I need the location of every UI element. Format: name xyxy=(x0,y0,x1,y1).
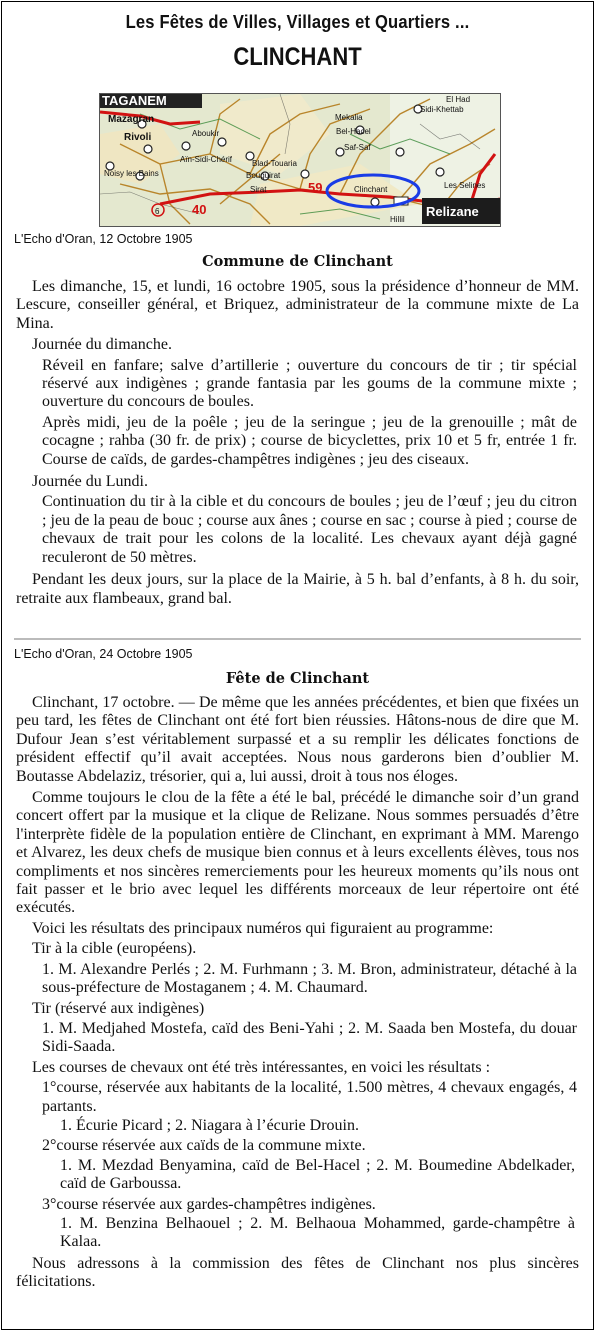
map-label-bouguirat: Bouguirat xyxy=(246,171,281,180)
article-2-paragraph: Comme toujours le clou de la fête a été le bal, précédé le dimanche soir d’un grand concert offert par la musique et la clique de Relizane. Nous sommes persuadés d’être l'interprète fidèle de la population entière de Clinchant, en exprimant à MM. Marengo et Alvarez, les deux chefs de musique bien connus et à leurs excellents élèves, tous nos compliments et nos sincères remerciements pour les heureux moments qu’ils nous ont fait passer et le brio avec lequel les différents morceaux de leur répertoire ont été exécutés. xyxy=(16,789,579,917)
page-supertitle: Les Fêtes de Villes, Villages et Quartiers ... xyxy=(125,12,470,32)
article-2-race-heading: 1°course, réservée aux habitants de la localité, 1.500 mètres, 4 chevaux engagés, 4 partants. xyxy=(42,1079,577,1115)
article-2-results: 1. M. Medjahed Mostefa, caïd des Beni-Yahi ; 2. M. Saada ben Mostefa, du douar Sidi-Saada. xyxy=(42,1019,577,1056)
page-header xyxy=(2,12,593,72)
article-2-race-results: 1. M. Benzina Belhaouel ; 2. M. Belhaoua Mohammed, garde-champêtre à Kalaa. xyxy=(60,1214,575,1251)
map-label-saf-saf: Saf-Saf xyxy=(344,143,371,152)
article-2-body xyxy=(2,694,593,1292)
article-2-race-results: 1. M. Mezdad Benyamina, caïd de Bel-Hacel ; 2. M. Boumedine Abdelkader, caïd de Garboussa. xyxy=(60,1156,575,1193)
article-1-paragraph: Continuation du tir à la cible et du concours de boules ; jeu de l’œuf ; jeu du citron ; jeu de la peau de bouc ; course aux ânes ; course en sac ; course à pied ; course de chevaux de trait pour les colons de la localité. Les chevaux ayant déjà gagné reculeront de 50 mètres. xyxy=(42,493,577,566)
map-label-sirat: Sirat xyxy=(250,185,267,194)
section-divider xyxy=(14,638,581,640)
map-label-road-59: 59 xyxy=(308,180,323,195)
map-label-clinchant: Clinchant xyxy=(354,185,388,194)
map-label-les-selines: Les Selines xyxy=(444,181,486,190)
map-label-taganem: TAGANEM xyxy=(102,94,167,108)
article-2-race-heading: 3°course réservée aux gardes-champêtres indigènes. xyxy=(42,1195,376,1213)
article-2-race-heading: 2°course réservée aux caïds de la commune mixte. xyxy=(42,1137,366,1155)
page-title: CLINCHANT xyxy=(233,43,362,71)
region-map-image xyxy=(100,94,500,226)
newspaper-page xyxy=(1,1,594,1330)
article-2-paragraph: Voici les résultats des principaux numéros qui figuraient au programme: xyxy=(32,919,494,937)
article-1-day-heading: Journée du Lundi. xyxy=(32,473,148,491)
map-label-relizane: Relizane xyxy=(426,204,479,219)
region-map xyxy=(99,93,501,227)
article-1-paragraph: Les dimanche, 15, et lundi, 16 octobre 1905, sous la présidence d’honneur de MM. Lescure, conseiller général, et Briquez, administrateur de la commune mixte de La Mina. xyxy=(16,278,579,332)
article-2-results: 1. M. Alexandre Perlés ; 2. M. Furhmann ; 3. M. Bron, administrateur, détaché à la sous-préfecture de Mostaganem ; 4. M. Chaumard. xyxy=(42,960,577,997)
map-label-noisy-les-bains: Noisy les Bains xyxy=(104,169,159,178)
article-1-day-heading: Journée du dimanche. xyxy=(32,336,172,354)
map-label-mazagran: Mazagran xyxy=(108,114,155,125)
article-2-source: L'Echo d'Oran, 24 Octobre 1905 xyxy=(14,647,193,661)
map-label-aboukir: Aboukir xyxy=(192,129,220,138)
article-2-race-results: 1. Écurie Picard ; 2. Niagara à l’écurie Drouin. xyxy=(60,1116,359,1134)
article-1-body xyxy=(2,278,593,608)
article-2-subheading: Tir à la cible (européens). xyxy=(32,940,197,958)
map-label-bel-hacel: Bel-Hacel xyxy=(336,127,371,136)
article-1-paragraph: Pendant les deux jours, sur la place de la Mairie, à 5 h. bal d’enfants, à 8 h. du soir, retraite aux flambeaux, grand bal. xyxy=(16,571,579,607)
article-2-paragraph: Clinchant, 17 octobre. — De même que les années précédentes, et bien que fixées un peu tard, les fêtes de Clinchant ont été fort bien réussies. Hâtons-nous de dire que M. Dufour Jean s’est véritablement surpassé et a su remplir les délicates fonctions de président effectif qu’il avait acceptées. Nous nous garderons bien d’oublier M. Boutasse Abdelaziz, trésorier, qui a, lui aussi, droit à tous nos éloges. xyxy=(16,694,579,785)
article-2-title: Fête de Clinchant xyxy=(225,670,370,687)
article-1-paragraph: Après midi, jeu de la poêle ; jeu de la seringue ; jeu de la grenouille ; mât de cocagne ; rahba (30 fr. de prix) ; course de bicyclettes, prix 10 et 5 fr, entrée 1 fr. Course de caïds, de gardes-champêtres indigènes ; jeu des ciseaux. xyxy=(42,413,577,468)
article-2-closing: Nous adressons à la commission des fêtes de Clinchant nos plus sincères félicitations. xyxy=(16,1254,579,1291)
article-1-title: Commune de Clinchant xyxy=(202,253,393,270)
map-label-blad-touaria: Blad-Touaria xyxy=(252,159,297,168)
map-label-ain-sidi-cherif: Aïn-Sidi-Chérif xyxy=(180,155,233,164)
map-label-road-6: 6 xyxy=(155,207,160,216)
map-label-el-had: El Had xyxy=(446,95,471,104)
map-label-rivoli: Rivoli xyxy=(124,132,152,143)
article-2-paragraph: Les courses de chevaux ont été très intéressantes, en voici les résultats : xyxy=(32,1058,491,1076)
article-1-paragraph: Réveil en fanfare; salve d’artillerie ; ouverture du concours de tir ; tir spécial réservé aux indigènes ; grande fantasia par les goums de la commune mixte ; ouverture du concours de boules. xyxy=(42,356,577,411)
article-1-source: L'Echo d'Oran, 12 Octobre 1905 xyxy=(14,232,193,246)
article-2-subheading: Tir (réservé aux indigènes) xyxy=(32,999,205,1017)
map-label-hillil: Hillil xyxy=(390,215,405,224)
map-label-mekalia: Mekalia xyxy=(335,113,363,122)
map-label-road-40: 40 xyxy=(192,202,207,217)
map-label-sidi-khettab: Sidi-Khettab xyxy=(420,105,464,114)
